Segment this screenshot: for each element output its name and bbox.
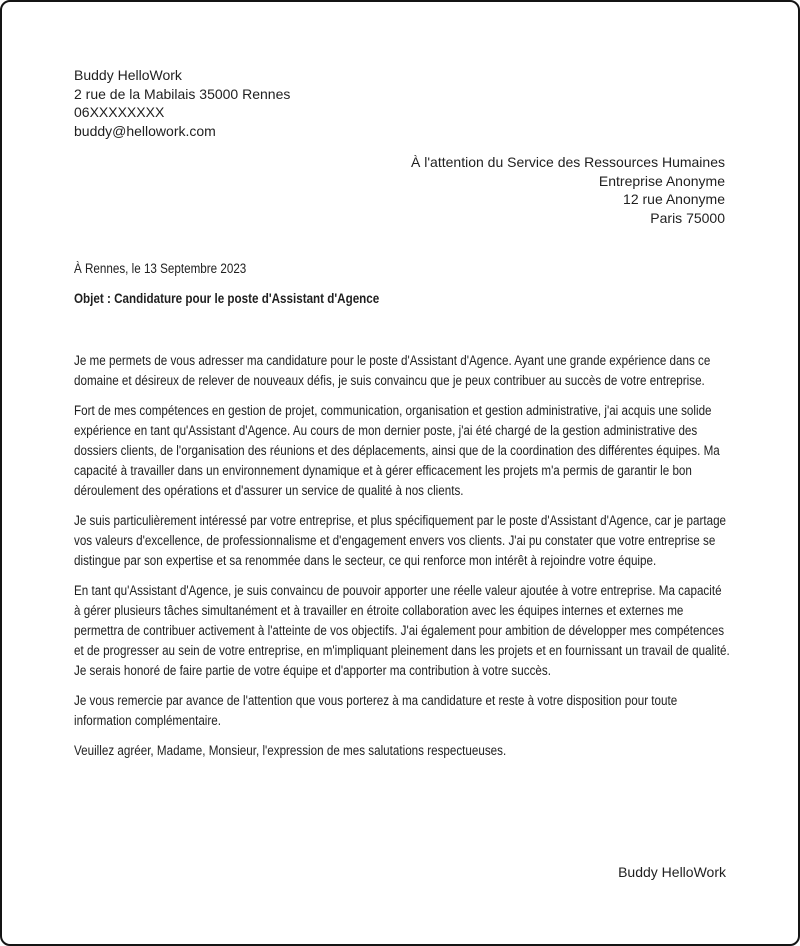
letter-body xyxy=(74,259,730,761)
sender-block xyxy=(74,66,726,140)
sender-email: buddy@hellowork.com xyxy=(74,122,216,139)
date-line: À Rennes, le 13 Septembre 2023 xyxy=(74,261,247,276)
signature-name: Buddy HelloWork xyxy=(618,864,726,880)
recipient-city: Paris 75000 xyxy=(650,209,725,226)
sender-phone: 06XXXXXXXX xyxy=(74,104,165,120)
sender-name: Buddy HelloWork xyxy=(74,67,182,83)
recipient-street: 12 rue Anonyme xyxy=(623,191,725,207)
paragraph-motivation: Je suis particulièrement intéressé par votre entreprise, et plus spécifiquement par le poste d'Assistant d'Agence, car je partage vos valeurs d'excellence, de professionnalisme et d'engagement envers vos clients. J'ai pu constater que votre entreprise se distingue par son expertise et sa renommée dans le secteur, ce qui renforce mon intérêt à rejoindre votre équipe. xyxy=(74,513,727,568)
paragraph-value: En tant qu'Assistant d'Agence, je suis convaincu de pouvoir apporter une réelle valeur ajoutée à votre entreprise. Ma capacité à gérer plusieurs tâches simultanément et à travailler en étroite collaboration avec les équipes internes et externes me permettra de contribuer activement à l'atteinte de vos objectifs. J'ai également pour ambition de développer mes compétences et de progresser au sein de votre entreprise, en m'impliquant pleinement dans les projets et en fournissant un travail de qualité. Je serais honoré de faire partie de votre équipe et d'apporter ma contribution à votre succès. xyxy=(74,583,730,678)
paragraph-introduction: Je me permets de vous adresser ma candidature pour le poste d'Assistant d'Agence. Ayant une grande expérience dans ce domaine et désireux de relever de nouveaux défis, je suis convaincu que je peux contribuer au succès de votre entreprise. xyxy=(74,353,711,388)
paragraph-experience: Fort de mes compétences en gestion de projet, communication, organisation et gestion administrative, j'ai acquis une solide expérience en tant qu'Assistant d'Agence. Au cours de mon dernier poste, j'ai été chargé de la gestion administrative des dossiers clients, de l'organisation des réunions et des déplacements, ainsi que de la coordination des différentes équipes. Ma capacité à travailler dans un environnement dynamique et à gérer efficacement les projets m'a permis de garantir le bon déroulement des opérations et d'assurer un service de qualité à nos clients. xyxy=(74,403,720,498)
recipient-block xyxy=(2,153,798,227)
sender-address: 2 rue de la Mabilais 35000 Rennes xyxy=(74,85,291,102)
recipient-company: Entreprise Anonyme xyxy=(598,172,725,189)
subject-line: Objet : Candidature pour le poste d'Assistant d'Agence xyxy=(74,291,380,306)
paragraph-thanks: Je vous remercie par avance de l'attention que vous porterez à ma candidature et reste à votre disposition pour toute information complémentaire. xyxy=(74,693,678,728)
recipient-attention-line: À l'attention du Service des Ressources Humaines xyxy=(411,154,725,170)
paragraph-closing-salutation: Veuillez agréer, Madame, Monsieur, l'expression de mes salutations respectueuses. xyxy=(74,743,507,758)
